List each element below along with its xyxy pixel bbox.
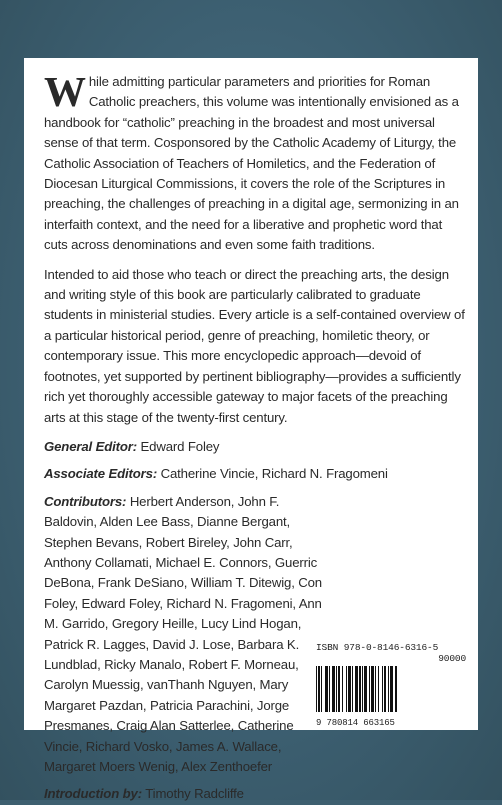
contributors-names: Herbert Anderson, John F. Baldovin, Alden Lee Bass, Dianne Bergant, Stephen Bevans, Robert Bireley, John Carr, Anthony Collamati, Michael E. Connors, Guerric DeBona, Frank DeSiano, William T. Ditewig, Con Foley, Edward Foley, Richard N. Fragomeni, Ann M. Garrido, Gregory Heille, Lucy Lind Hogan, Patrick R. Lagges, David J. Lose, Barbara K. Lundblad, Ricky Manalo, Robert F. Morneau, Carolyn Muessig, vanThanh Nguyen, Mary Margaret Pazdan, Patricia Parachini, Jorge Presmanes, Craig Alan Satterlee, Catherine Vincie, Richard Vosko, James A. Wallace, Margaret Moers Wenig, Alex Zenthoefer: [44, 493, 322, 774]
introduction-label: Introduction by:: [44, 786, 142, 802]
general-editor-label: General Editor:: [44, 438, 138, 454]
contributors-label: Contributors:: [44, 493, 127, 509]
associate-editors-names: Catherine Vincie, Richard N. Fragomeni: [160, 466, 388, 482]
text-panel: [24, 58, 478, 802]
general-editor: [44, 437, 466, 457]
description-paragraph-1-text: hile admitting particular parameters and priorities for Roman Catholic preachers, this volume was intentionally envisioned as a handbook for “catholic” preaching in the broadest and most universal sense of that term. Cosponsored by the Catholic Academy of Liturgy, the Catholic Association of Teachers of Homiletics, and the Federation of Diocesan Liturgical Commissions, it covers the role of the Scriptures in preaching, the challenges of preaching in a digital age, sermonizing in an interfaith context, and the need for a liberative and prophetic word that cuts across denominations and even some faith traditions.: [44, 74, 459, 253]
barcode-bars: [316, 666, 466, 712]
introduction-author: Timothy Radcliffe: [145, 786, 244, 802]
isbn-barcode: [316, 642, 466, 728]
barcode-digits: 9 780814 663165: [316, 718, 395, 728]
general-editor-name: Edward Foley: [140, 438, 220, 454]
description-paragraph-1: [44, 72, 466, 256]
introduction: [44, 784, 466, 804]
description-paragraph-2: Intended to aid those who teach or direct the preaching arts, the design and writing style of this book are particularly calibrated to graduate students in ministerial studies. Every article is a self-contained overview of a particular historical period, genre of preaching, homiletic theory, or contemporary issue. This more encyclopedic approach—devoid of footnotes, yet supported by pertinent bibliography—provides a sufficiently rich yet thoroughly accessible gateway to major facets of the preaching arts at this stage of the twenty-first century.: [44, 266, 465, 425]
isbn-label: ISBN 978-0-8146-6316-5: [316, 642, 439, 653]
associate-editors-label: Associate Editors:: [44, 466, 158, 482]
drop-cap: W: [44, 70, 86, 116]
barcode-stripe: [397, 666, 398, 712]
contributors: [44, 492, 334, 778]
associate-editors: [44, 464, 466, 484]
price-code: 90000: [438, 653, 466, 664]
